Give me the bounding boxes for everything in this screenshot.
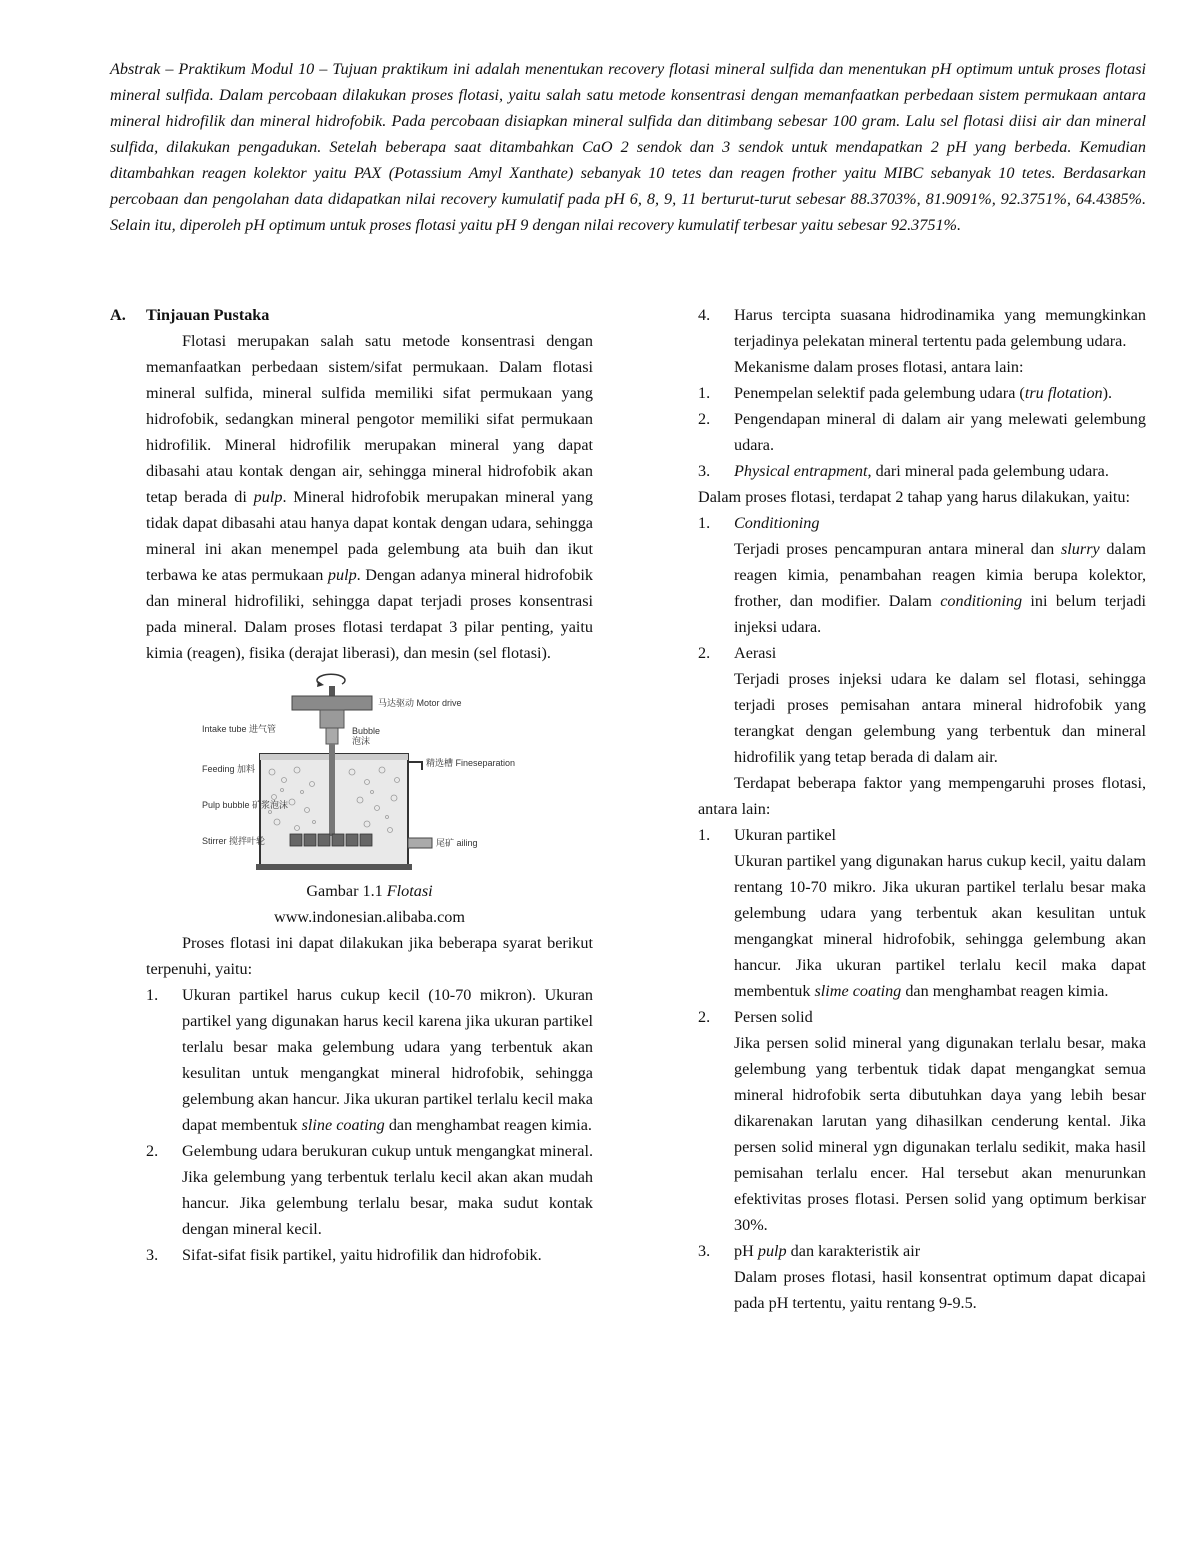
left-column: [110, 302, 593, 1268]
syarat-list-left: [146, 982, 593, 1268]
label-bubble: Bubble: [351, 726, 380, 736]
faktor-intro: Terdapat beberapa faktor yang mempengaruhi proses flotasi, antara lain:: [698, 774, 1146, 818]
tank-base: [256, 864, 412, 870]
list-item: 2. Pengendapan mineral di dalam air yang melewati gelembung udara.: [698, 410, 1146, 454]
motor-drive: [292, 696, 372, 710]
section-heading: [110, 302, 593, 328]
abstract: Abstrak – Praktikum Modul 10 – Tujuan praktikum ini adalah menentukan recovery flotasi mineral sulfida dan menentukan pH optimum untuk proses flotasi mineral sulfida. Dalam percobaan dilakukan proses flotasi, yaitu salah satu metode konsentrasi dengan memanfaatkan perbedaan sistem permukaan antara mineral hidrofilik dan mineral hidrofobik. Pada percobaan disiapkan mineral sulfida dan ditimbang sebesar 100 gram. Lalu sel flotasi diisi air dan mineral sulfida, dilakukan pengadukan. Setelah beberapa saat ditambahkan CaO 2 sendok dan 3 sendok untuk mendapatkan 2 pH yang berbeda. Kemudian ditambahkan reagen kolektor yaitu PAX (Potassium Amyl Xanthate) sebanyak 10 tetes dan reagen frother yaitu MIBC sebanyak 10 tetes. Berdasarkan percobaan dan pengolahan data didapatkan nilai recovery kumulatif pada pH 6, 8, 9, 11 berturut-turut sebesar 88.3703%, 81.9091%, 92.3751%, 64.4385%. Selain itu, diperoleh pH optimum untuk proses flotasi yaitu pH 9 dengan nilai recovery kumulatif terbesar yaitu sebesar 92.3751%.: [110, 60, 1146, 234]
flotation-cell-diagram: [201, 672, 515, 878]
intake-tube: [326, 728, 338, 744]
rotation-arrowhead-icon: [317, 681, 324, 687]
label-pulp-bubble: Pulp bubble 矿浆泡沫: [201, 800, 288, 810]
caption-italic: Flotasi: [386, 882, 433, 900]
list-item: 1. Penempelan selektif pada gelembung udara (tru flotation).: [698, 384, 1113, 402]
intro-italic-1: pulp: [253, 488, 283, 506]
list-item: 1. Ukuran partikel Ukuran partikel yang digunakan harus cukup kecil, yaitu dalam rentang 10-70 mikro. Jika ukuran partikel terlalu besar maka gelembung udara yang terbentuk akan kesulitan untuk mengangkat mineral hidrofobik, sehingga gelembung akan hancur. Jika ukuran partikel terlalu kecil maka dapat membentuk slime coating dan menghambat reagen kimia.: [698, 826, 1146, 1000]
figure-caption: [146, 878, 593, 904]
overflow-lip: [408, 762, 422, 770]
label-motor-drive: 马达驱动 Motor drive: [377, 698, 462, 708]
label-stirrer: Stirrer 搅拌叶轮: [201, 836, 265, 846]
list-item: 2. Persen solid Jika persen solid mineral yang digunakan terlalu besar, maka gelembung yang terbentuk tidak dapat mengangkat semua mineral hidrofobik serta dibutuhkan daya yang lebih besar dikarenakan larutan yang dihasilkan cenderung kental. Jika persen solid mineral ygn digunakan terlalu sedikit, maka hasil pemisahan terlalu encer. Hal tersebut akan menurunkan efektivitas proses flotasi. Persen solid yang optimum berkisar 30%.: [698, 1008, 1146, 1234]
label-feeding: Feeding 加料: [201, 764, 255, 774]
tailing-pipe: [408, 838, 432, 848]
figure-source: www.indonesian.alibaba.com: [274, 908, 465, 926]
caption-prefix: Gambar 1.1: [306, 882, 387, 900]
tahap-intro: Dalam proses flotasi, terdapat 2 tahap yang harus dilakukan, yaitu:: [698, 488, 1130, 506]
intro-text-1: Flotasi merupakan salah satu metode konsentrasi dengan memanfaatkan perbedaan sistem/sifat permukaan. Dalam flotasi mineral sulfida, mineral sulfida memiliki sifat permukaan yang hidrofobik, sedangkan mineral pengotor memiliki sifat permukaan hidrofilik. Mineral hidrofilik merupakan mineral yang dapat dibasahi atau kontak dengan air, sehingga mineral hidrofobik akan tetap berada di: [146, 332, 593, 506]
list-item: 2. Gelembung udara berukuran cukup untuk mengangkat mineral. Jika gelembung yang terbentuk terlalu kecil akan akan mudah hancur. Jika gelembung terlalu besar, maka sudut kontak dengan mineral kecil.: [146, 1142, 593, 1238]
label-fine-separation: 精选槽 Fineseparation: [425, 758, 515, 768]
intro-text-3: . Dengan adanya mineral hidrofobik dan mineral hidrofiliki, sehingga dapat terjadi proses konsentrasi pada mineral. Dalam proses flotasi terdapat 3 pilar penting, yaitu kimia (reagen), fisika (derajat liberasi), dan mesin (sel flotasi).: [146, 566, 593, 662]
list-item: 4. Harus tercipta suasana hidrodinamika yang memungkinkan terjadinya pelekatan mineral tertentu pada gelembung udara.: [698, 306, 1146, 350]
tahap-list: [698, 510, 1146, 770]
list-item: 3. Sifat-sifat fisik partikel, yaitu hidrofilik dan hidrofobik.: [146, 1246, 542, 1264]
mekanisme-intro: Mekanisme dalam proses flotasi, antara lain:: [734, 358, 1024, 376]
faktor-list: [698, 822, 1146, 1316]
right-column: [698, 302, 1146, 1316]
list-item: 1. Conditioning Terjadi proses pencampuran antara mineral dan slurry dalam reagen kimia, penambahan reagen kimia berupa kolektor, frother, dan modifier. Dalam conditioning ini belum terjadi injeksi udara.: [698, 514, 1146, 636]
figure-flotation-cell: [110, 672, 593, 878]
intro-italic-2: pulp: [327, 566, 357, 584]
label-tailing: 尾矿 ailing: [435, 838, 478, 848]
list-item: 2. Aerasi Terjadi proses injeksi udara ke dalam sel flotasi, sehingga terjadi proses pemisahan antara mineral hidrofobik yang terangkat dengan gelembung yang terbentuk dan mineral hidrofilik yang tetap berada di dalam air.: [698, 644, 1146, 766]
syarat-intro: Proses flotasi ini dapat dilakukan jika beberapa syarat berikut terpenuhi, yaitu:: [146, 934, 593, 978]
list-item: 1. Ukuran partikel harus cukup kecil (10-70 mikron). Ukuran partikel yang digunakan harus kecil karena jika ukuran partikel terlalu besar maka gelembung udara yang terbentuk akan kesulitan untuk mengangkat mineral hidrofobik, sehingga gelembung akan hancur. Jika ukuran partikel terlalu kecil maka dapat membentuk sline coating dan menghambat reagen kimia.: [146, 986, 593, 1134]
list-item: 3. Physical entrapment, dari mineral pada gelembung udara.: [698, 462, 1109, 480]
motor-shaft-top: [329, 686, 335, 696]
section-letter: A.: [110, 306, 126, 324]
label-intake-tube: Intake tube 进气管: [201, 724, 276, 734]
syarat-list-right: [698, 302, 1146, 354]
rotation-arrow-icon: [317, 674, 345, 684]
section-title: Tinjauan Pustaka: [146, 306, 270, 324]
impeller-shaft: [329, 744, 335, 836]
intro-text-2: . Mineral hidrofobik merupakan mineral yang tidak dapat dibasahi atau hanya dapat kontak dengan udara, sehingga mineral ini akan menempel pada gelembung ata buih dan ikut terbawa ke atas permukaan: [146, 488, 593, 584]
label-bubble-cn: 泡沫: [351, 736, 370, 746]
motor-housing: [320, 710, 344, 728]
list-item: 3. pH pulp dan karakteristik air Dalam proses flotasi, hasil konsentrat optimum dapat dicapai pada pH tertentu, yaitu rentang 9-9.5.: [698, 1242, 1146, 1312]
mekanisme-list: [698, 380, 1146, 484]
intro-paragraph: [146, 328, 593, 666]
